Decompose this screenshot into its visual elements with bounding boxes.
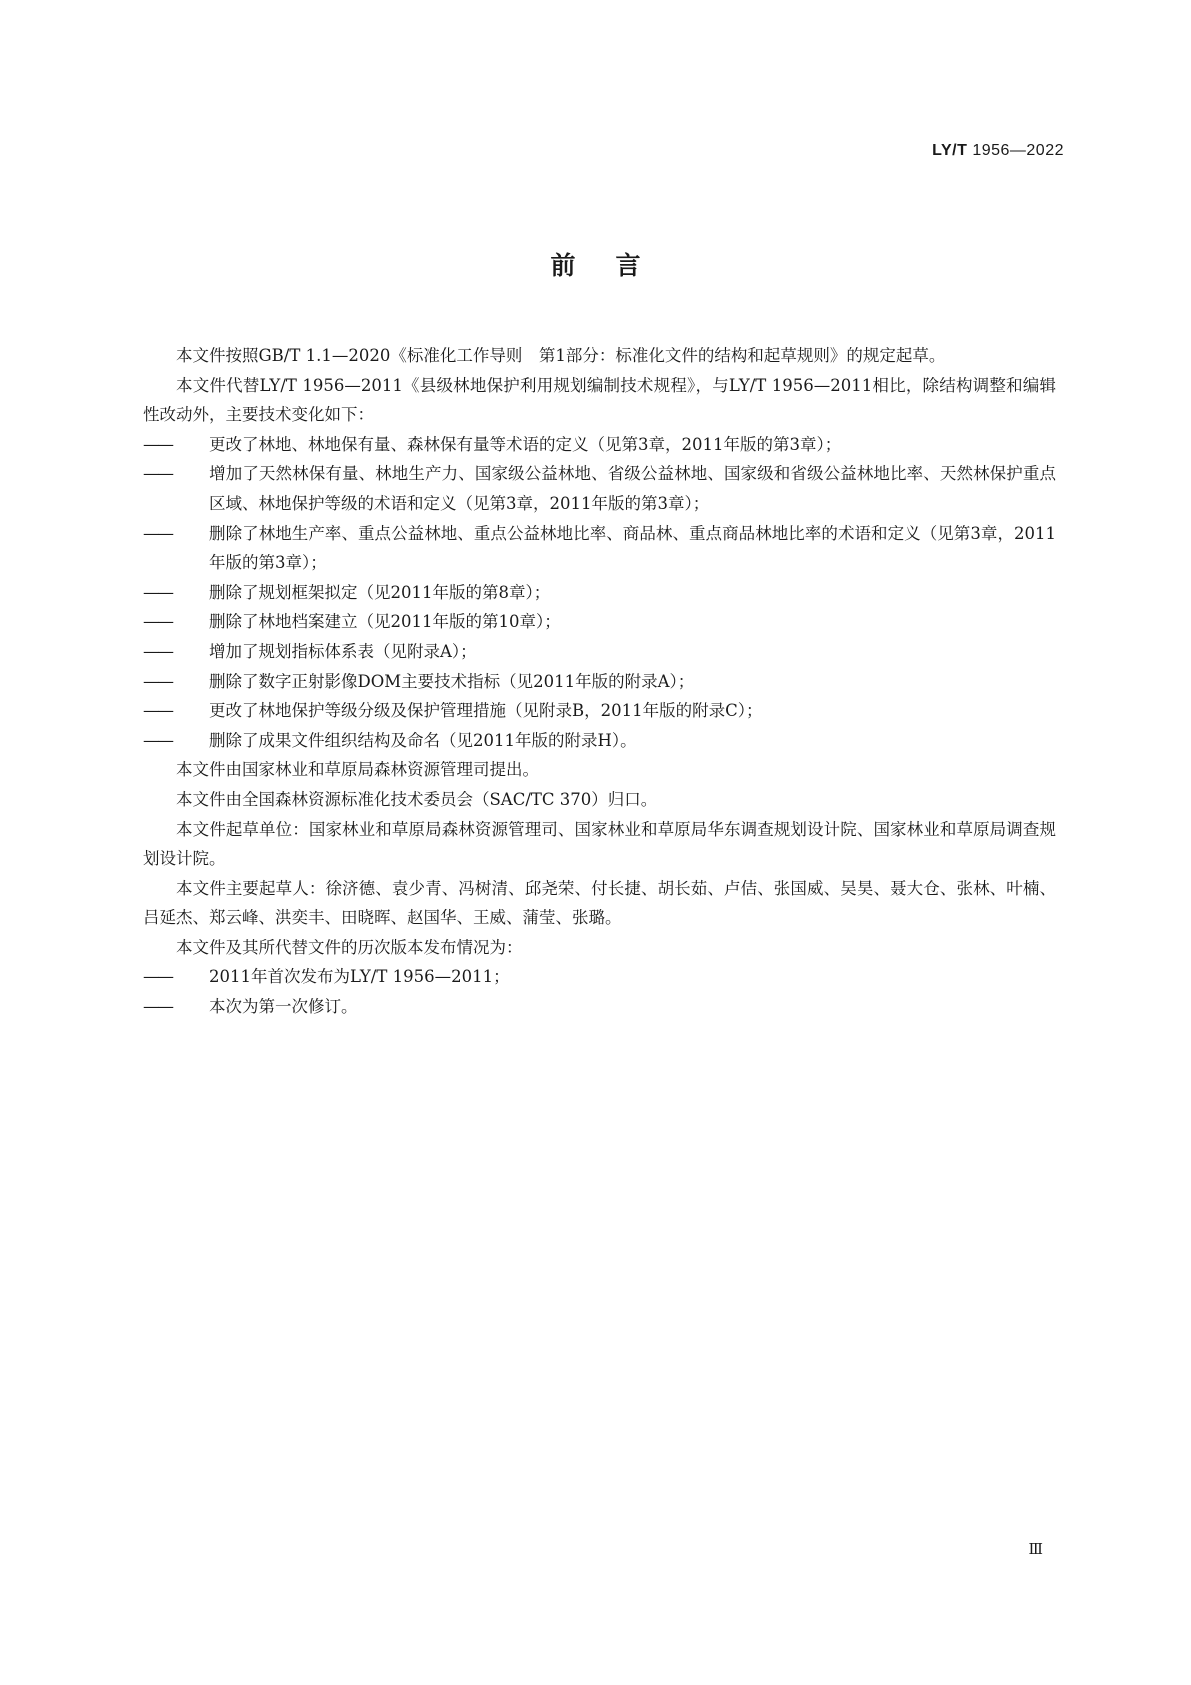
dash-marker: —— xyxy=(143,464,172,484)
list-item xyxy=(143,578,1056,608)
list-item xyxy=(143,607,1056,637)
dash-marker: —— xyxy=(143,612,172,632)
document-code-prefix: LY/T xyxy=(932,142,968,159)
history-item-text: 2011年首次发布为LY/T 1956—2011； xyxy=(209,967,510,987)
dash-marker: —— xyxy=(143,701,172,721)
change-item-text: 删除了成果文件组织结构及命名（见2011年版的附录H）。 xyxy=(209,730,637,750)
page-title: 前言 xyxy=(550,251,681,280)
list-item xyxy=(143,459,1056,518)
dash-marker: —— xyxy=(143,523,172,543)
change-item-text: 增加了天然林保有量、林地生产力、国家级公益林地、省级公益林地、国家级和省级公益林地比率、天然林保护重点区域、林地保护等级的术语和定义（见第3章，2011年版的第3章）； xyxy=(209,464,1056,513)
list-item xyxy=(143,637,1056,667)
paragraph-drafting-rules: 本文件按照GB/T 1.1—2020《标准化工作导则 第1部分：标准化文件的结构和起草规则》的规定起草。 xyxy=(176,346,946,365)
dash-marker: —— xyxy=(143,730,172,750)
paragraph-committee: 本文件由全国森林资源标准化技术委员会（SAC/TC 370）归口。 xyxy=(176,789,658,809)
page-number: Ⅲ xyxy=(1028,1540,1043,1558)
paragraph-drafters: 本文件主要起草人：徐济德、袁少青、冯树清、邱尧荣、付长捷、胡长茹、卢佶、张国威、吴昊、聂大仓、张林、叶楠、吕延杰、郑云峰、洪奕丰、田晓晖、赵国华、王威、蒲莹、张璐。 xyxy=(143,878,1056,928)
paragraph-history-intro: 本文件及其所代替文件的历次版本发布情况为： xyxy=(176,937,523,957)
list-item xyxy=(143,962,1056,992)
list-item xyxy=(143,519,1056,578)
change-item-text: 更改了林地保护等级分级及保护管理措施（见附录B，2011年版的附录C）； xyxy=(209,701,763,721)
dash-marker: —— xyxy=(143,671,172,691)
paragraph-drafting-units: 本文件起草单位：国家林业和草原局森林资源管理司、国家林业和草原局华东调查规划设计院、国家林业和草原局调查规划设计院。 xyxy=(143,819,1056,869)
list-item xyxy=(143,667,1056,697)
foreword-body xyxy=(143,341,1056,1022)
dash-marker: —— xyxy=(143,997,172,1017)
dash-marker: —— xyxy=(143,641,172,661)
paragraph-proposer: 本文件由国家林业和草原局森林资源管理司提出。 xyxy=(176,760,539,780)
change-item-text: 删除了林地档案建立（见2011年版的第10章）； xyxy=(209,612,561,632)
dash-marker: —— xyxy=(143,582,172,602)
change-item-text: 更改了林地、林地保有量、森林保有量等术语的定义（见第3章，2011年版的第3章）； xyxy=(209,434,842,454)
change-item-text: 删除了规划框架拟定（见2011年版的第8章）； xyxy=(209,582,551,602)
list-item xyxy=(143,696,1056,726)
document-code-number: 1956—2022 xyxy=(972,142,1064,159)
list-item xyxy=(143,726,1056,756)
dash-marker: —— xyxy=(143,434,172,454)
change-item-text: 增加了规划指标体系表（见附录A）； xyxy=(209,641,477,661)
change-item-text: 删除了数字正射影像DOM主要技术指标（见2011年版的附录A）； xyxy=(209,671,695,691)
change-item-text: 删除了林地生产率、重点公益林地、重点公益林地比率、商品林、重点商品林地比率的术语和定义（见第3章，2011年版的第3章）； xyxy=(209,523,1056,573)
dash-marker: —— xyxy=(143,967,172,987)
list-item xyxy=(143,992,1056,1022)
history-item-text: 本次为第一次修订。 xyxy=(209,997,358,1017)
paragraph-replacement: 本文件代替LY/T 1956—2011《县级林地保护利用规划编制技术规程》，与LY/T 1956—2011相比，除结构调整和编辑性改动外，主要技术变化如下： xyxy=(143,375,1056,425)
list-item xyxy=(143,430,1056,460)
document-code xyxy=(932,142,1064,160)
